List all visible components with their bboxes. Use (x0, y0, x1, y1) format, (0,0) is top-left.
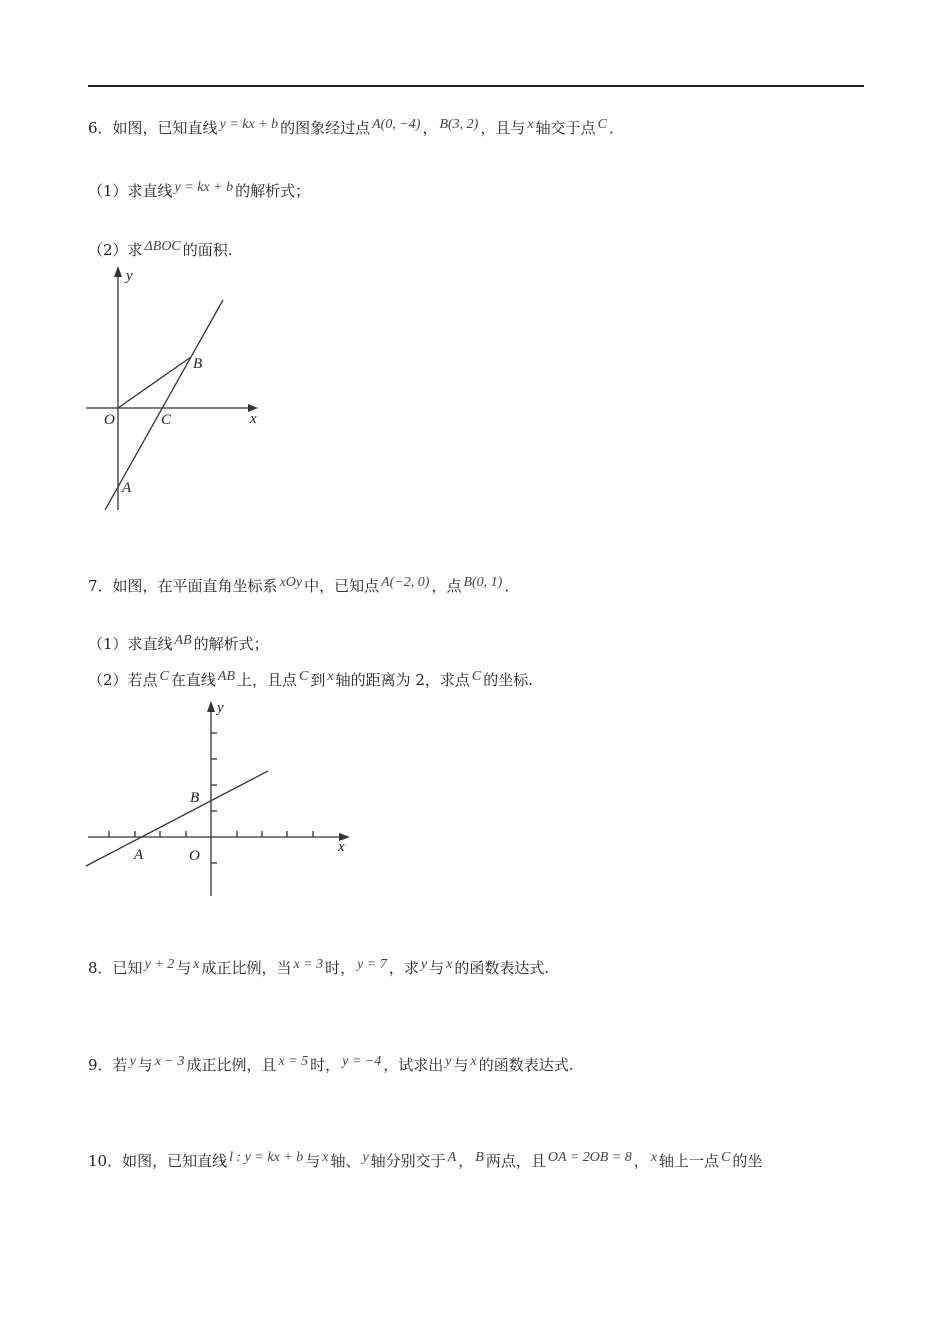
fig6-label-x: x (250, 411, 257, 427)
fig7-label-a: A (134, 847, 144, 863)
question-6-part-2: （2）求 ΔBOC 的面积. (88, 239, 233, 259)
fig7-label-o: O (189, 848, 200, 864)
fig7-label-b: B (190, 790, 200, 806)
header-rule (88, 85, 864, 87)
question-7-part-2: （2）若点 C 在直线 AB 上，且点 C 到 x 轴的距离为 2，求点 C 的坐标. (88, 669, 534, 689)
fig6-segment-ob (118, 357, 191, 408)
question-8: 8．已知 y + 2 与 x 成正比例，当 x = 3 时， y = 7 ，求 y 与 x 的函数表达式. (88, 957, 550, 977)
question-7-stem: 7．如图，在平面直角坐标系 xOy 中，已知点 A(−2, 0) ，点 B(0, 1) ． (88, 575, 520, 595)
question-6-figure (80, 262, 280, 522)
question-6-part-1: （1）求直线 y = kx + b 的解析式； (88, 180, 311, 200)
question-10: 10．如图，已知直线 l : y = kx + b 与 x 轴、 y 轴分别交于 A ， B 两点，且 OA = 2OB = 8 ， x 轴上一点 C 的坐 (88, 1150, 763, 1170)
fig7-line-ab (86, 771, 268, 866)
fig6-y-arrow (114, 266, 122, 277)
fig6-label-o: O (104, 412, 115, 428)
fig7-label-x: x (338, 839, 345, 855)
question-6-stem: 6．如图，已知直线 y = kx + b 的图象经过点 A(0, −4) ， B(3, 2) ，且与 x 轴交于点 C ． (88, 117, 624, 137)
fig6-label-c: C (161, 412, 172, 428)
question-7-part-1: （1）求直线 AB 的解析式； (88, 633, 269, 653)
question-7-figure (80, 696, 360, 906)
question-9: 9．若 y 与 x − 3 成正比例，且 x = 5 时， y = −4 ，试求出 y 与 x 的函数表达式. (88, 1054, 574, 1074)
fig6-label-b: B (193, 356, 203, 372)
fig6-label-y: y (126, 268, 133, 284)
fig7-y-arrow (207, 701, 215, 712)
fig6-label-a: A (122, 480, 132, 496)
fig7-label-y: y (217, 700, 224, 716)
